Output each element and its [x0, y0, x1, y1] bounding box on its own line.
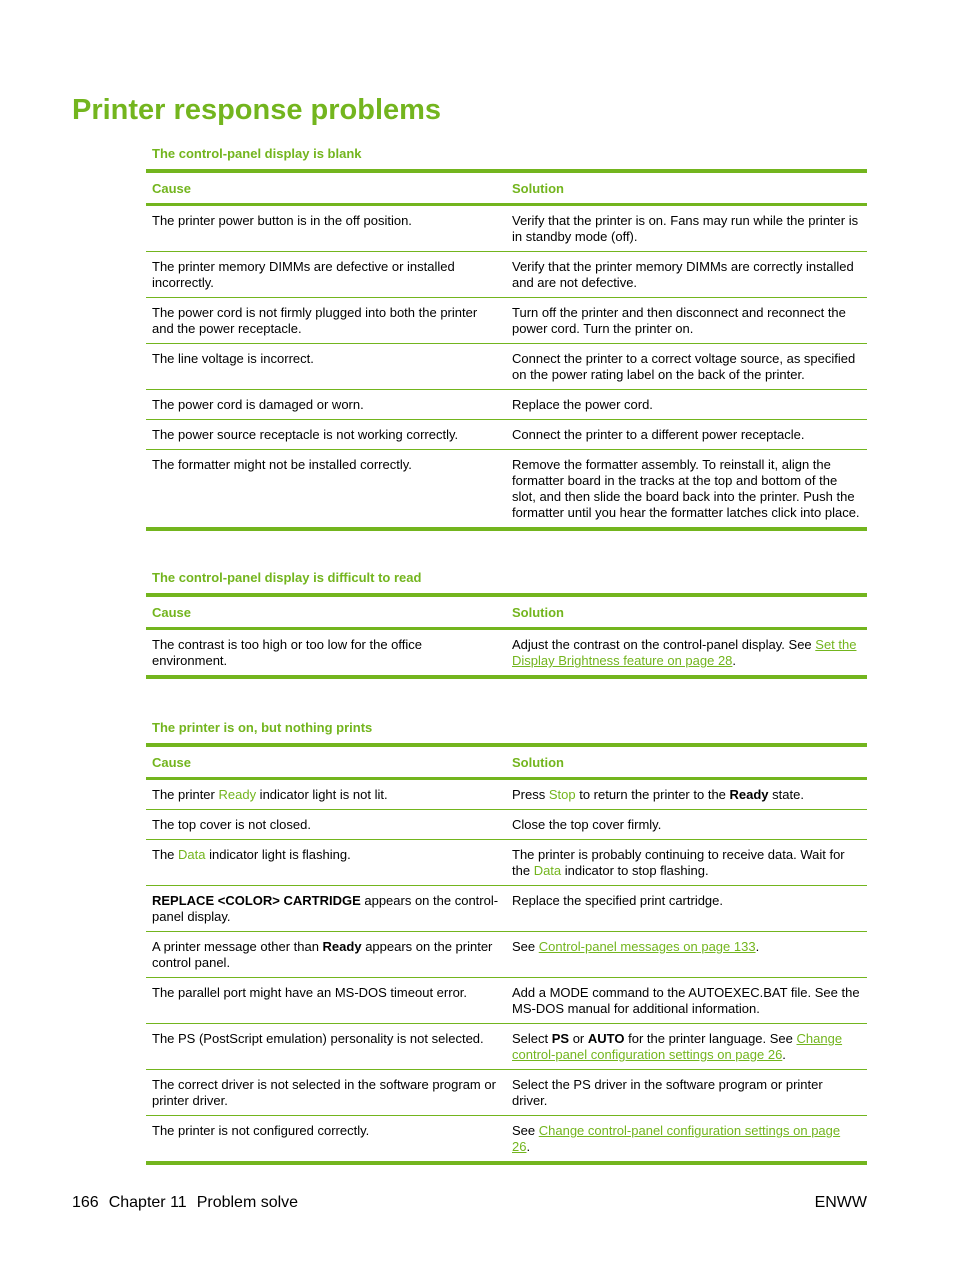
solution-cell [506, 629, 867, 678]
page-number: 166 [72, 1194, 99, 1211]
table-row [146, 810, 867, 840]
table-row [146, 450, 867, 530]
table-row [146, 298, 867, 344]
ready-message-term: Ready [322, 939, 362, 954]
solution-cell: Verify that the printer is on. Fans may run while the printer is in standby mode (off). [506, 205, 867, 252]
solution-cell: Add a MODE command to the AUTOEXEC.BAT file. See the MS-DOS manual for additional information. [506, 978, 867, 1024]
solution-header: Solution [506, 745, 867, 779]
solution-header: Solution [506, 171, 867, 205]
solution-text: See [512, 1123, 539, 1138]
solution-cell: Verify that the printer memory DIMMs are correctly installed and are not defective. [506, 252, 867, 298]
section-heading: The control-panel display is difficult to read [152, 570, 422, 585]
cause-cell: The power cord is damaged or worn. [146, 390, 506, 420]
solution-text: The printer is probably continuing to receive data. Wait for the [512, 847, 845, 878]
display-brightness-link[interactable]: Set the Display Brightness feature on page 28 [512, 637, 857, 668]
table-row [146, 205, 867, 252]
cause-header: Cause [146, 171, 506, 205]
solution-cell [506, 840, 867, 886]
solution-cell [506, 1024, 867, 1070]
solution-cell: Turn off the printer and then disconnect and reconnect the power cord. Turn the printer on. [506, 298, 867, 344]
section-display-difficult [146, 570, 867, 679]
table-header-row [146, 595, 867, 629]
solution-text: See [512, 939, 539, 954]
footer-locale: ENWW [814, 1194, 867, 1211]
chapter-label: Chapter 11 [108, 1194, 187, 1211]
cause-text: appears on the printer control panel. [152, 939, 493, 970]
cause-text: appears on the control-panel display. [152, 893, 499, 924]
page-title: Printer response problems [72, 94, 442, 126]
cause-cell: The line voltage is incorrect. [146, 344, 506, 390]
cause-text: indicator light is flashing. [205, 847, 351, 862]
cause-cell: The contrast is too high or too low for the office environment. [152, 637, 423, 668]
solution-cell: Connect the printer to a correct voltage source, as specified on the power rating label on the back of the printer. [506, 344, 867, 390]
cause-text: A printer message other than [152, 939, 323, 954]
table-row [146, 629, 867, 678]
solution-cell: Connect the printer to a different power receptacle. [506, 420, 867, 450]
table-row [146, 779, 867, 810]
cause-cell [146, 779, 506, 810]
table-row [146, 840, 867, 886]
table-row [146, 886, 867, 932]
solution-text: indicator to stop flashing. [561, 863, 709, 878]
cause-cell: The top cover is not closed. [146, 810, 506, 840]
table-row [146, 1024, 867, 1070]
section-nothing-prints [146, 720, 867, 1165]
solution-text: Press [512, 787, 549, 802]
solution-text: Select [512, 1031, 552, 1046]
configuration-settings-link[interactable]: Change control-panel configuration settings on page 26 [512, 1031, 843, 1062]
cause-header: Cause [146, 745, 506, 779]
problem-table [146, 593, 867, 679]
cause-text: The [152, 847, 179, 862]
section-display-blank [146, 146, 867, 531]
solution-text: to return the printer to the [575, 787, 730, 802]
cause-cell: The power source receptacle is not working correctly. [146, 420, 506, 450]
cause-text: indicator light is not lit. [256, 787, 388, 802]
solution-cell [506, 932, 867, 978]
solution-cell: Remove the formatter assembly. To reinstall it, align the formatter board in the tracks at the top and bottom of the slot, and then slide the board back into the printer. Push the formatter until you hear the formatter latches click into place. [512, 457, 860, 520]
table-row [146, 344, 867, 390]
cause-cell: The PS (PostScript emulation) personality is not selected. [146, 1024, 506, 1070]
configuration-settings-link[interactable]: Change control-panel configuration settings on page 26 [512, 1123, 841, 1154]
solution-text: Adjust the contrast on the control-panel display. See [512, 637, 816, 652]
solution-text: . [526, 1139, 531, 1154]
ready-indicator-term: Ready [218, 787, 257, 802]
table-row [146, 420, 867, 450]
cause-cell: The printer memory DIMMs are defective or installed incorrectly. [146, 252, 506, 298]
table-row [146, 1116, 867, 1164]
table-header-row [146, 745, 867, 779]
cause-cell: The power cord is not firmly plugged into both the printer and the power receptacle. [146, 298, 506, 344]
cause-cell: The printer is not configured correctly. [152, 1123, 370, 1138]
solution-header: Solution [506, 595, 867, 629]
table-header-row [146, 171, 867, 205]
cause-cell: The printer power button is in the off position. [146, 205, 506, 252]
solution-cell: Close the top cover firmly. [506, 810, 867, 840]
solution-cell [506, 779, 867, 810]
section-heading: The printer is on, but nothing prints [152, 720, 373, 735]
auto-term: AUTO [587, 1031, 625, 1046]
cause-header: Cause [146, 595, 506, 629]
solution-cell: Replace the specified print cartridge. [506, 886, 867, 932]
cause-cell [146, 886, 506, 932]
solution-text: for the printer language. See [624, 1031, 797, 1046]
table-row [146, 978, 867, 1024]
table-row [146, 932, 867, 978]
solution-cell [506, 1116, 867, 1164]
replace-cartridge-message: REPLACE <COLOR> CARTRIDGE [152, 893, 361, 908]
solution-cell: Replace the power cord. [506, 390, 867, 420]
problem-table [146, 743, 867, 1165]
page-footer [72, 1193, 308, 1213]
table-row [146, 252, 867, 298]
table-row [146, 390, 867, 420]
solution-text: state. [768, 787, 804, 802]
cause-cell: The formatter might not be installed correctly. [152, 457, 412, 472]
ready-state-term: Ready [729, 787, 769, 802]
data-indicator-term: Data [178, 847, 206, 862]
solution-text: . [755, 939, 760, 954]
problem-table [146, 169, 867, 531]
section-heading: The control-panel display is blank [152, 146, 362, 161]
solution-text: . [782, 1047, 786, 1062]
data-indicator-term: Data [533, 863, 562, 878]
cause-cell [146, 932, 506, 978]
ps-term: PS [551, 1031, 570, 1046]
stop-button-term: Stop [548, 787, 576, 802]
table-row [146, 1070, 867, 1116]
cause-text: The printer [152, 787, 219, 802]
cause-cell: The parallel port might have an MS-DOS timeout error. [146, 978, 506, 1024]
solution-cell: Select the PS driver in the software program or printer driver. [506, 1070, 867, 1116]
solution-text: . [732, 653, 737, 668]
cause-cell [146, 840, 506, 886]
solution-text: or [569, 1031, 588, 1046]
cause-cell: The correct driver is not selected in the software program or printer driver. [146, 1070, 506, 1116]
chapter-title: Problem solve [196, 1194, 299, 1211]
control-panel-messages-link[interactable]: Control-panel messages on page 133 [538, 939, 756, 954]
